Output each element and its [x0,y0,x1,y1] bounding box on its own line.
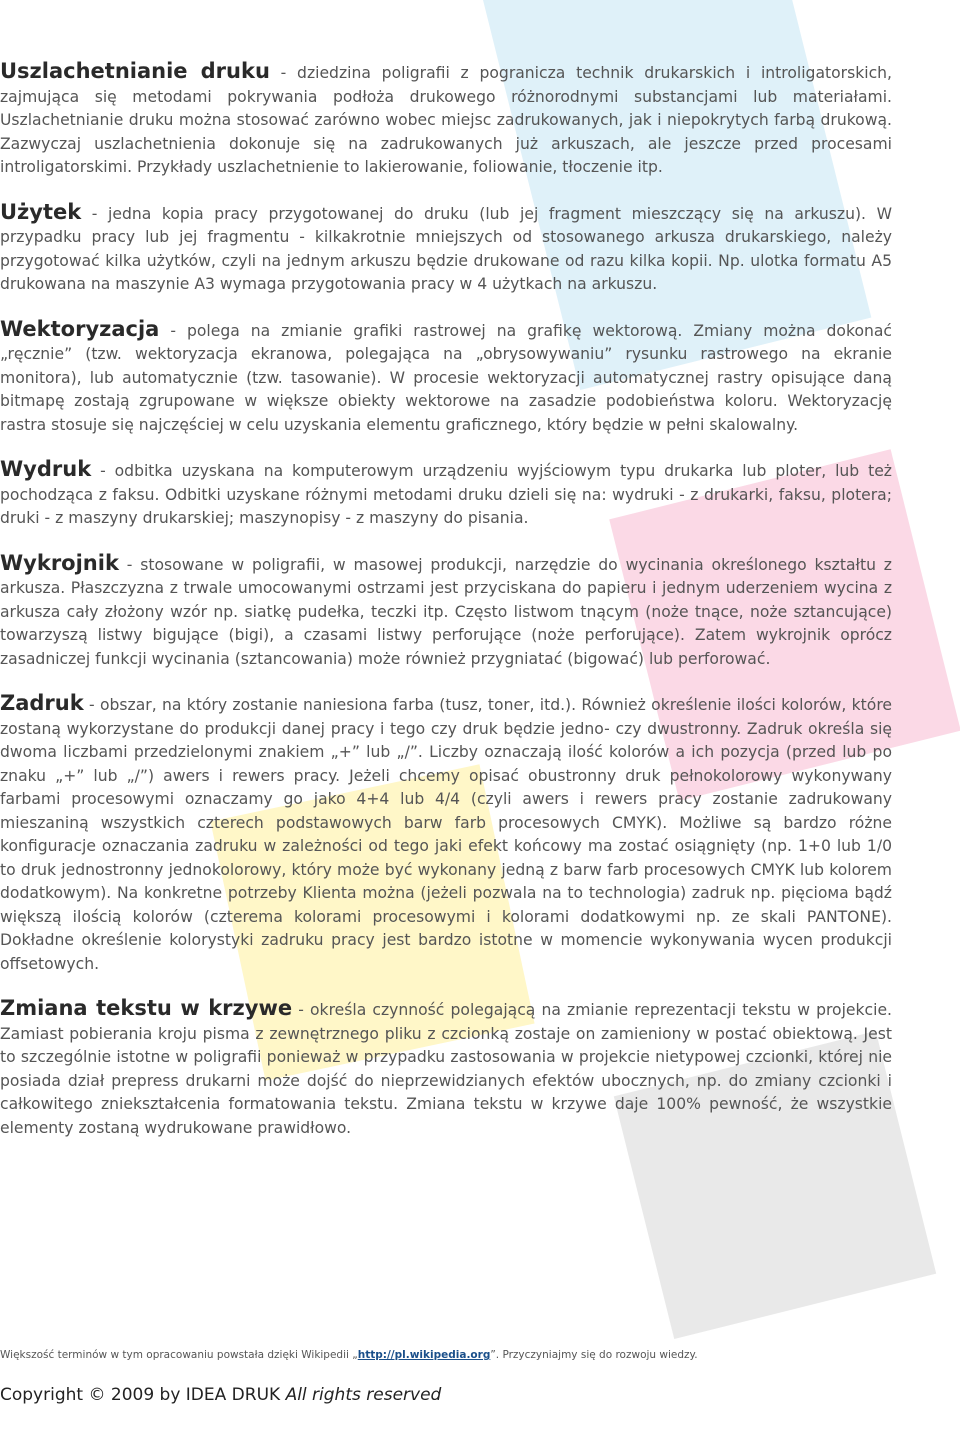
entry-term: Wydruk [0,457,92,481]
entry-definition: określa czynność polegającą na zmianie reprezentacji tekstu w projekcie. Zamiast pobierania kroju pisma z zewnętrznego pliku z czcionką zostaje on zamieniony w postać obiektową. Jest to szczególnie istotne w poligrafii ponieważ w przypadku zastosowania w projekcie nietypowej czcionki, której nie posiada dział prepress drukarni może dojść do nieprzewidzianych efektów ubocznych, np. do zmiany czcionki i całkowitego zniekształcenia formatowania tekstu. Zmiana tekstu w krzywe daje 100% pewność, że wszystkie elementy zostaną wydrukowane prawidłowo. [0,1001,892,1137]
glossary-entry-uzytek [0,201,892,297]
copyright-text: Copyright © 2009 by IDEA DRUK [0,1385,286,1405]
glossary-entry-zmiana-tekstu [0,997,892,1140]
entry-separator: - [83,696,100,714]
rights-reserved-text: All rights reserved [285,1385,442,1405]
entry-definition: dziedzina poligrafii z pogranicza technik drukarskich i introligatorskich, zajmująca się metodami pokrywania podłoża drukowego różnorodnymi substancjami lub materiałami. Uszlachetnianie druku można stosować zarówno wobec miejsc zadrukowanych, jak i niepokrytych farbą drukową. Zazwyczaj uszlachetnienia dokonuje się na zadrukowanych już arkuszach, ale jeszcze przed procesami introligatorskimi. Przykłady uszlachetnienie to lakierowanie, foliowanie, tłoczenie itp. [0,64,892,176]
entry-separator: - [159,321,187,340]
copyright-line [0,1385,441,1405]
glossary-entry-uszlachetnianie [0,60,892,180]
entry-term: Wektoryzacja [0,316,160,341]
entry-definition: odbitka uzyskana na komputerowym urządzeniu wyjściowym typu drukarka lub ploter, lub też pochodząca z faksu. Odbitki uzyskane różnymi metodami druku dzieli się na: wydruki - z drukarki, faksu, plotera; druki - z maszyny drukarskiej; maszynopisy - z maszyny do pisania. [0,462,892,527]
footnote-text-before: Większość terminów w tym opracowaniu powstała dzięki Wikipedii „ [0,1349,358,1361]
entry-term: Uszlachetnianie druku [0,59,270,83]
entry-term: Użytek [0,199,82,224]
glossary-entry-wydruk [0,458,892,531]
entry-separator: - [292,1001,310,1019]
footnote [0,1349,698,1361]
entry-term: Zmiana tekstu w krzywe [0,996,293,1020]
entry-definition: jedna kopia pracy przygotowanej do druku (lub jej fragment mieszczący się na arkuszu). W przypadku pracy lub jej fragmentu - kilkakrotnie mniejszych od stosowanego arkusza drukarskiego, należy przygotować kilka użytków, czyli na jednym arkuszu będzie drukowane od razu kilka kopii. Np. ulotka formatu A5 drukowana na maszynie A3 wymaga przygotowania pracy w 4 użytkach na arkuszu. [0,204,892,293]
entry-separator: - [81,204,109,223]
entry-separator: - [118,555,141,574]
entry-separator: - [91,462,115,480]
entry-separator: - [269,64,298,82]
glossary-entry-zadruk [0,692,892,976]
entry-definition: polega na zmianie grafiki rastrowej na grafikę wektorową. Zmiany można dokonać „ręcznie” (tzw. wektoryzacja ekranowa, polegająca na „obrysowywaniu” rysunku rastrowego na ekranie monitora), lub automatycznie (tzw. tasowanie). W procesie wektoryzacji automatycznej rastry opisujące daną bitmapę zostają zgrupowane w większe obiekty wektorowe na zasadzie podobieństwa koloru. Wektoryzację rastra stosuje się najczęściej w celu uzyskania elementu graficznego, który będzie w pełni skalowalny. [0,321,892,434]
entry-definition: stosowane w poligrafii, w masowej produkcji, narzędzie do wycinania określonego kształtu z arkusza. Płaszczyzna z trwale umocowanymi ostrzami jest przyciskana do papieru i jednym uderzeniem wycina z arkusza cały złożony wzór np. siatkę pudełka, teczki itp. Często listwom tnącym (noże tnące, noże sztancujące) towarzyszą listwy bigujące (bigi), a czasami listwy perforujące (noże perforujące). Zatem wykrojnik oprócz zasadniczej funkcji wycinania (sztancowania) może również przygniatać (bigować) lub perforować. [0,555,892,668]
wikipedia-link[interactable]: http://pl.wikipedia.org [357,1349,491,1361]
footnote-text-after: ”. Przyczyniajmy się do rozwoju wiedzy. [490,1349,698,1361]
entry-term: Wykrojnik [0,550,119,575]
entry-term: Zadruk [0,691,84,715]
glossary-entry-wektoryzacja [0,318,892,438]
glossary [0,60,892,1161]
glossary-entry-wykrojnik [0,552,892,672]
entry-definition: obszar, na który zostanie naniesiona farba (tusz, toner, itd.). Również określenie ilości kolorów, które zostaną wykorzystane do produkcji danej pracy i tego czy druk będzie jedno- czy dwustronny. Zadruk określa się dwoma liczbami przedzielonymi znakiem „+” lub „/”. Liczby oznaczają ilość kolorów a ich pozycja (przed lub po znaku „+” lub „/”) awers i rewers pracy. Jeżeli chcemy opisać obustronny druk pełnokolorowy wykonywany farbami procesowymi oznaczamy go jako 4+4 lub 4/4 (czyli awers i rewers pracy zostanie zadrukowany mieszaniną wszystkich czterech podstawowych barw farb procesowych CMYK). Możliwe są bardzo różne konfiguracje oznaczania zadruku w zależności od tego jaki efekt końcowy ma zostać osiągnięty (np. 1+0 lub 1/0 to druk jednostronny jednokolorowy, który może być wykonany jedną z barw farb procesowych CMYK lub kolorem dodatkowym). Na konkretne potrzeby Klienta można (jeżeli pozwala na to technologia) zadruk np. pięciома bądź większą ilością kolorów (czterema kolorami procesowymi i kolorami dodatkowymi np. ze skali PANTONE). Dokładne określenie kolorystyki zadruku pracy jest bardzo istotne w momencie wykonywania wycen produkcji offsetowych. [0,696,893,973]
